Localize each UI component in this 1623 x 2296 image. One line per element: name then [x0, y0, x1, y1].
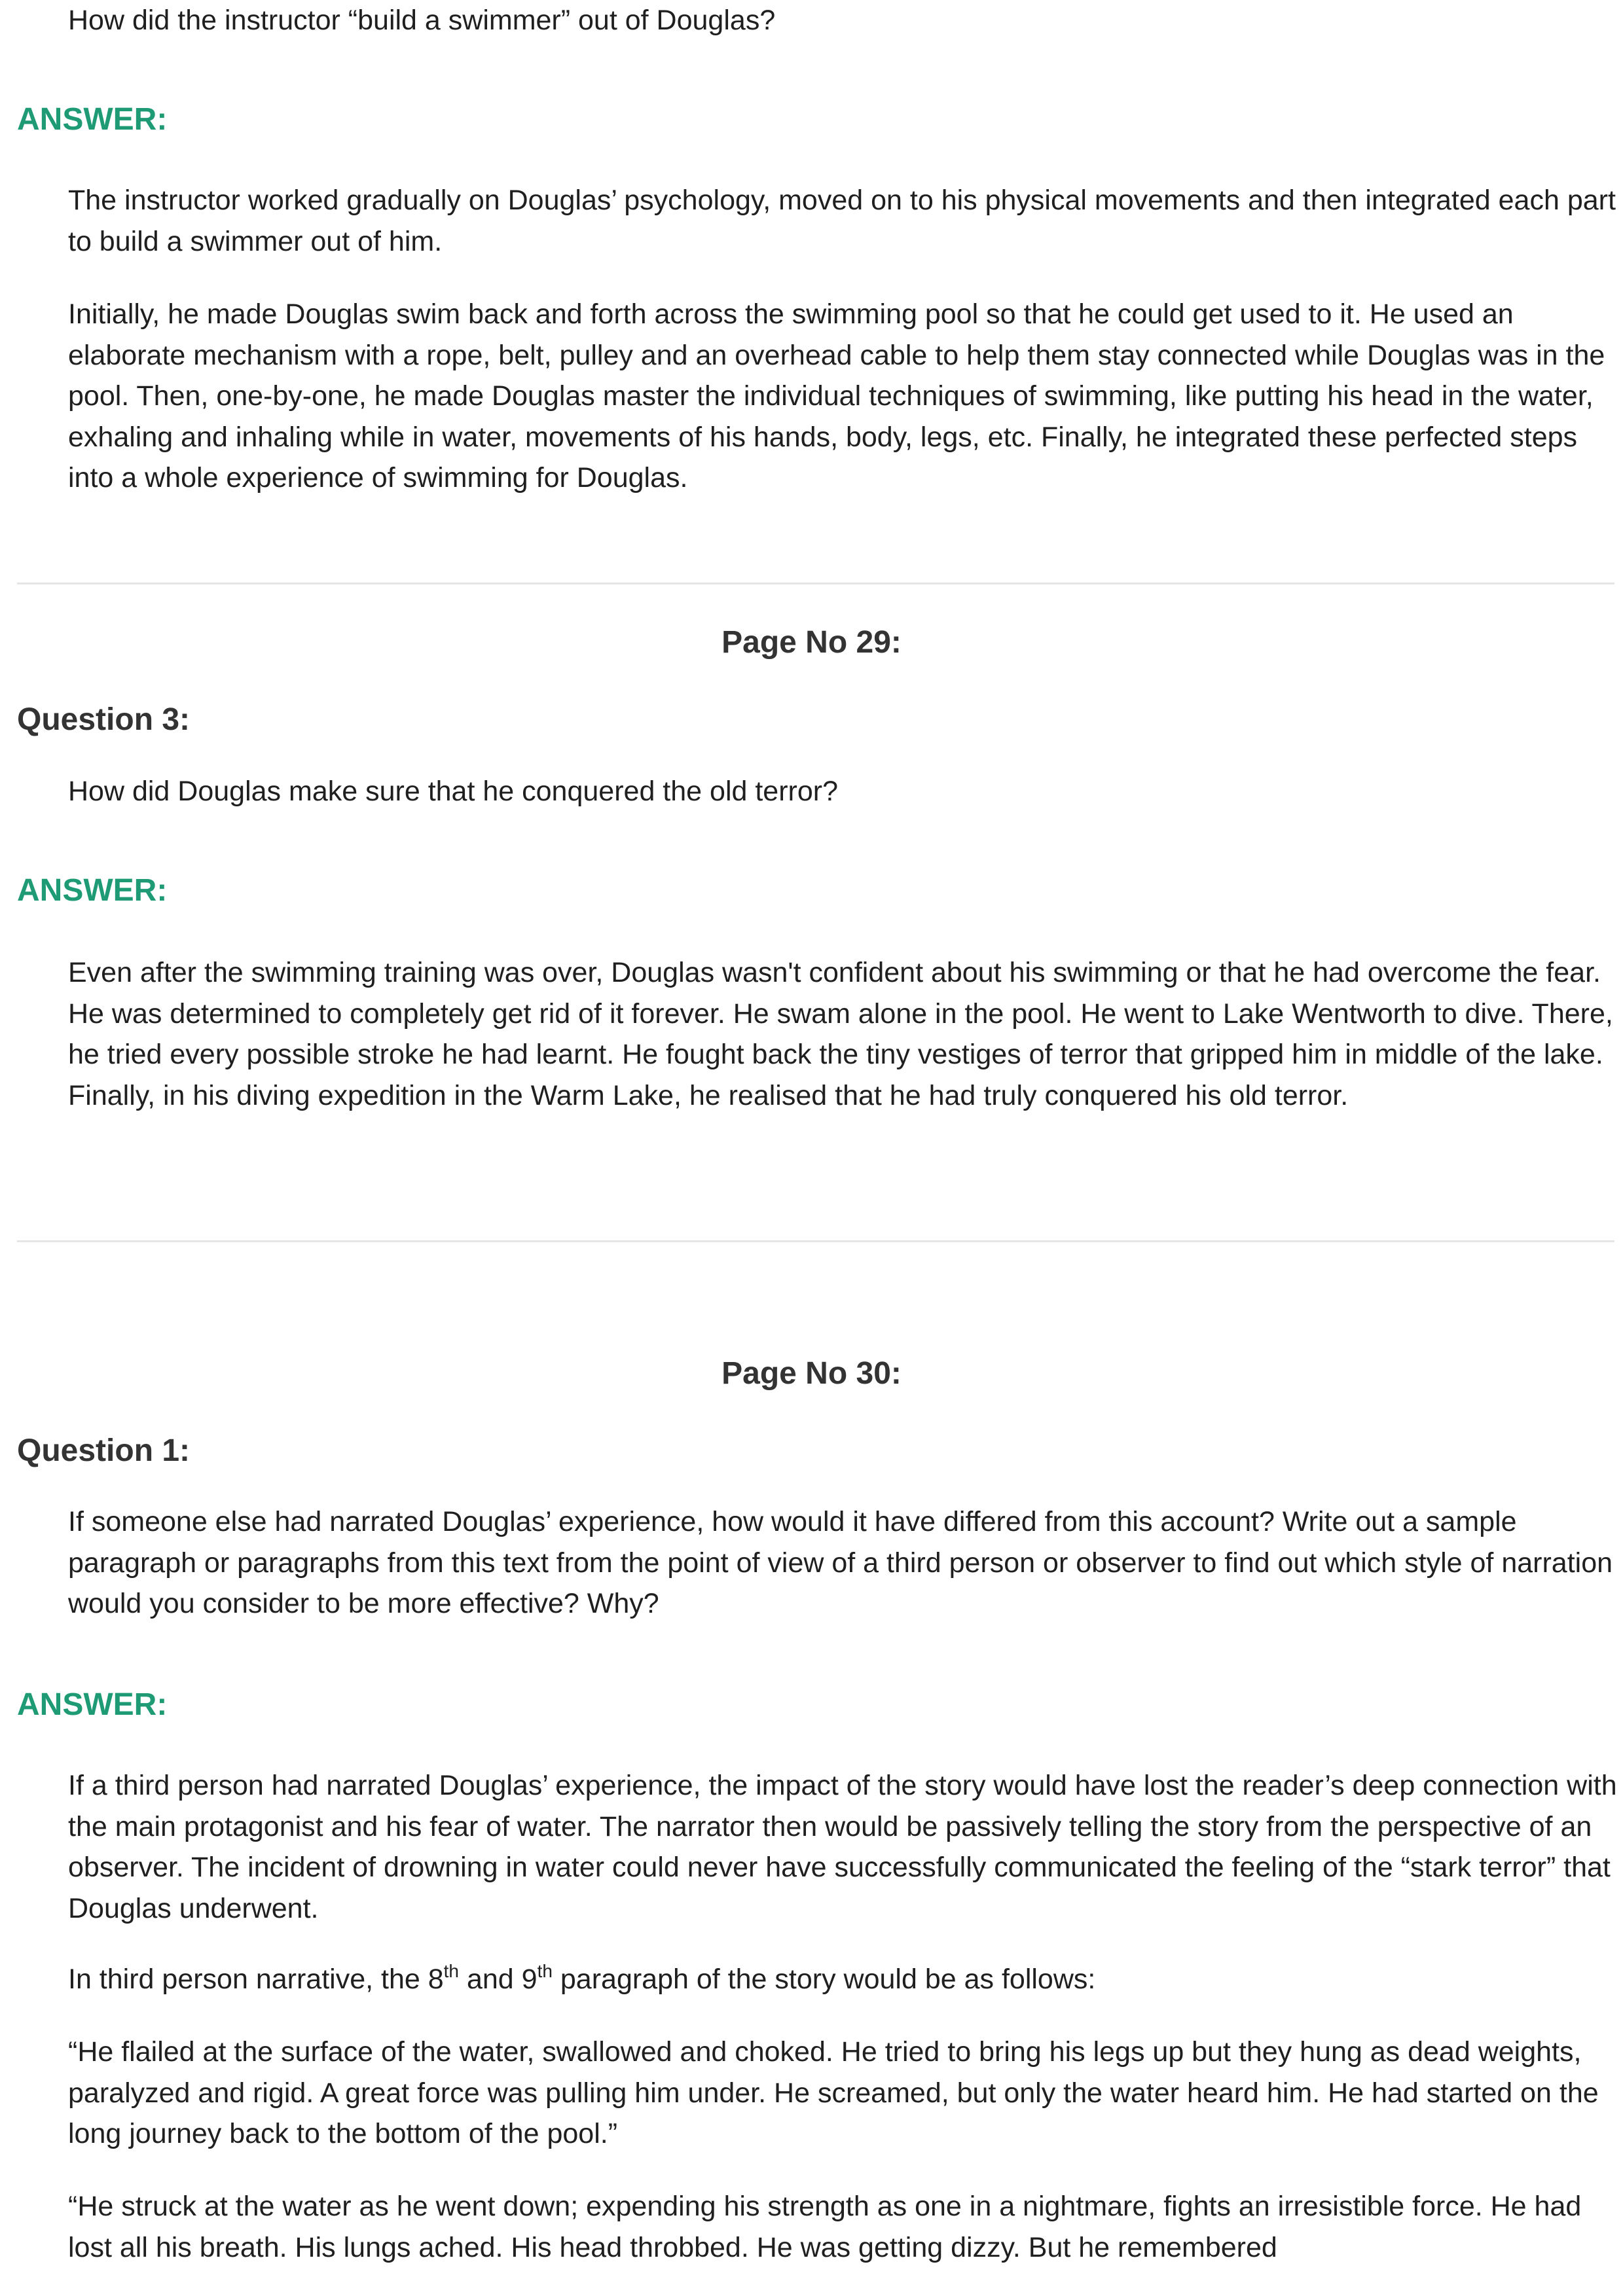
- quote-paragraph: “He struck at the water as he went down; expending his strength as one in a nightmare, fights an irresistible force. He had lost all his breath. His lungs ached. His head throbbed. He was getting dizzy. But he remembered: [68, 2191, 1582, 2263]
- narrative-intro: In third person narrative, the 8th and 9th paragraph of the story would be as follows:: [68, 1961, 1096, 1995]
- answer-label: ANSWER:: [17, 873, 168, 908]
- answer-paragraph: Initially, he made Douglas swim back and forth across the swimming pool so that he could get used to it. He used an elaborate mechanism with a rope, belt, pulley and an overhead cable to help them stay connected while Douglas was in the pool. Then, one-by-one, he made Douglas master the individual techniques of swimming, like putting his head in the water, exhaling and inhaling while in water, movements of his hands, body, legs, etc. Finally, he integrated these perfected steps into a whole experience of swimming for Douglas.: [68, 298, 1605, 493]
- section-divider: [17, 1240, 1614, 1242]
- question-text: How did the instructor “build a swimmer” out of Douglas?: [68, 5, 776, 36]
- question-text: If someone else had narrated Douglas’ experience, how would it have differed from this account? Write out a sample paragraph or paragraphs from this text from the point of view of a third person or observer to find out which style of narration would you consider to be more effective? Why?: [68, 1506, 1613, 1619]
- question-label: Question 3:: [17, 702, 191, 737]
- answer-paragraph: Even after the swimming training was over, Douglas wasn't confident about his swimming or that he had overcome the fear. He was determined to completely get rid of it forever. He swam alone in the pool. He went to Lake Wentworth to dive. There, he tried every possible stroke he had learnt. He fought back the tiny vestiges of terror that gripped him in middle of the lake. Finally, in his diving expedition in the Warm Lake, he realised that he had truly conquered his old terror.: [68, 957, 1613, 1111]
- answer-paragraph: The instructor worked gradually on Douglas’ psychology, moved on to his physical movements and then integrated each part to build a swimmer out of him.: [68, 185, 1616, 257]
- superscript: th: [537, 1961, 553, 1981]
- superscript: th: [443, 1961, 460, 1981]
- question-text: How did Douglas make sure that he conquered the old terror?: [68, 776, 839, 807]
- question-label: Question 1:: [17, 1433, 191, 1468]
- quote-paragraph: “He flailed at the surface of the water, swallowed and choked. He tried to bring his legs up but they hung as dead weights, paralyzed and rigid. A great force was pulling him under. He screamed, but only the water heard him. He had started on the long journey back to the bottom of the pool.”: [68, 2036, 1599, 2149]
- section-divider: [17, 583, 1614, 584]
- answer-label: ANSWER:: [17, 102, 168, 137]
- answer-paragraph: If a third person had narrated Douglas’ experience, the impact of the story would have lost the reader’s deep connection with the main protagonist and his fear of water. The narrator then would be passively telling the story from the perspective of an observer. The incident of drowning in water could never have successfully communicated the feeling of the “stark terror” that Douglas underwent.: [68, 1770, 1617, 1924]
- page-heading: Page No 30:: [721, 1356, 902, 1391]
- answer-label: ANSWER:: [17, 1687, 168, 1722]
- page-heading: Page No 29:: [721, 625, 902, 660]
